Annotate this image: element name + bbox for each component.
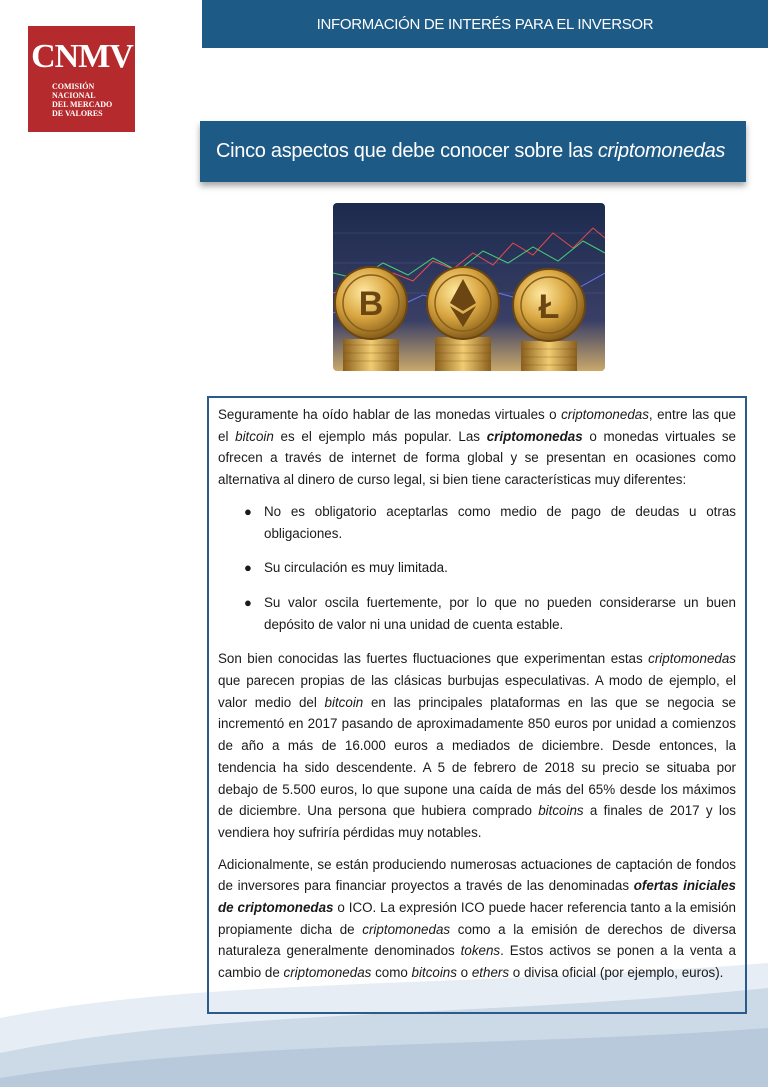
text-run: o monedas virtuales se ofrecen a través de internet de forma global y se presentan en ocasiones como alternativa al dinero de curso legal, si bien tiene características muy diferentes:	[218, 428, 736, 488]
text-run: o divisa oficial (por ejemplo, euros).	[509, 965, 724, 981]
text-run: en las principales plataformas en las que se negocia se incrementó en 2017 pasando de aproximadamente 850 euros por unidad a comienzos de año a más de 16.000 euros a mediados de diciembre. Desde entonces, la tendencia ha sido descendente. A 5 de febrero de 2018 su precio se situaba por debajo de 5.500 euros, lo que supone una caída de más del 65% desde los máximos de diciembre. Una persona que hubiera comprado	[218, 694, 736, 819]
text-run: criptomonedas	[486, 428, 583, 444]
header-banner	[202, 0, 768, 48]
logo-fullname	[52, 82, 132, 118]
page-title	[200, 121, 746, 182]
text-run: Son bien conocidas las fuertes fluctuaciones que experimentan estas	[218, 651, 649, 667]
title-italic: criptomonedas	[597, 140, 726, 162]
text-run: criptomonedas	[648, 651, 736, 667]
logo-line: DEL MERCADO	[52, 100, 113, 109]
cnmv-logo	[28, 26, 135, 132]
list-item-text: Su circulación es muy limitada.	[264, 560, 448, 576]
bullet-icon: ●	[244, 560, 252, 576]
crypto-coins-image	[333, 203, 605, 371]
text-run: Seguramente ha oído hablar de las monedas virtuales o	[218, 407, 562, 422]
text-run: o ICO. La expresión ICO puede hacer referencia tanto a la emisión propiamente dicha de	[218, 900, 736, 937]
logo-line: DE VALORES	[52, 109, 103, 118]
list-item-text: No es obligatorio aceptarlas como medio de pago de deudas u otras obligaciones.	[264, 503, 736, 541]
title-text: Cinco aspectos que debe conocer sobre las	[216, 140, 593, 162]
volatility-paragraph	[218, 648, 736, 843]
text-run: criptomonedas	[561, 407, 649, 422]
text-run: tokens	[460, 943, 501, 959]
text-run: o	[456, 965, 472, 981]
text-run: ethers	[471, 965, 510, 981]
text-run: que parecen propias de las clásicas burbujas especulativas. A modo de ejemplo, el valor medio del	[218, 673, 736, 710]
text-run: bitcoin	[324, 694, 364, 710]
text-run: bitcoins	[411, 965, 457, 981]
text-run: ofertas iniciales de criptomonedas	[218, 878, 736, 916]
text-run: . Estos activos se ponen a la venta a cambio de	[218, 943, 736, 981]
content-box	[207, 396, 747, 1014]
logo-line: NACIONAL	[52, 91, 96, 100]
logo-acronym: CNMV	[31, 38, 133, 75]
characteristics-list	[218, 501, 736, 636]
svg-text:Ł: Ł	[538, 288, 560, 326]
text-run: criptomonedas	[362, 921, 451, 937]
text-run: como	[371, 965, 412, 981]
bullet-icon: ●	[244, 594, 252, 610]
text-run: , entre las que el	[218, 407, 736, 444]
logo-line: COMISIÓN	[52, 82, 95, 91]
text-run: es el ejemplo más popular. Las	[273, 428, 487, 444]
list-item-text: Su valor oscila fuertemente, por lo que no pueden considerarse un buen depósito de valor ni una unidad de cuenta estable.	[264, 594, 736, 632]
intro-paragraph	[218, 404, 736, 491]
list-item	[218, 501, 736, 544]
list-item	[218, 592, 736, 635]
text-run: Adicionalmente, se están produciendo numerosas actuaciones de captación de fondos de inversores para financiar proyectos a través de las denominadas	[218, 856, 736, 894]
text-run: bitcoins	[538, 803, 584, 819]
text-run: como a la emisión de derechos de diversa naturaleza generalmente denominados	[218, 921, 736, 959]
list-item	[218, 557, 736, 579]
text-run: criptomonedas	[283, 965, 372, 981]
svg-text:B: B	[358, 285, 384, 323]
header-banner-text: INFORMACIÓN DE INTERÉS PARA EL INVERSOR	[316, 15, 654, 33]
text-run: bitcoin	[235, 428, 274, 444]
ico-paragraph	[218, 854, 736, 984]
text-run: a finales de 2017 y los vendiera hoy sufriría pérdidas muy notables.	[218, 803, 736, 840]
bullet-icon: ●	[244, 503, 252, 519]
